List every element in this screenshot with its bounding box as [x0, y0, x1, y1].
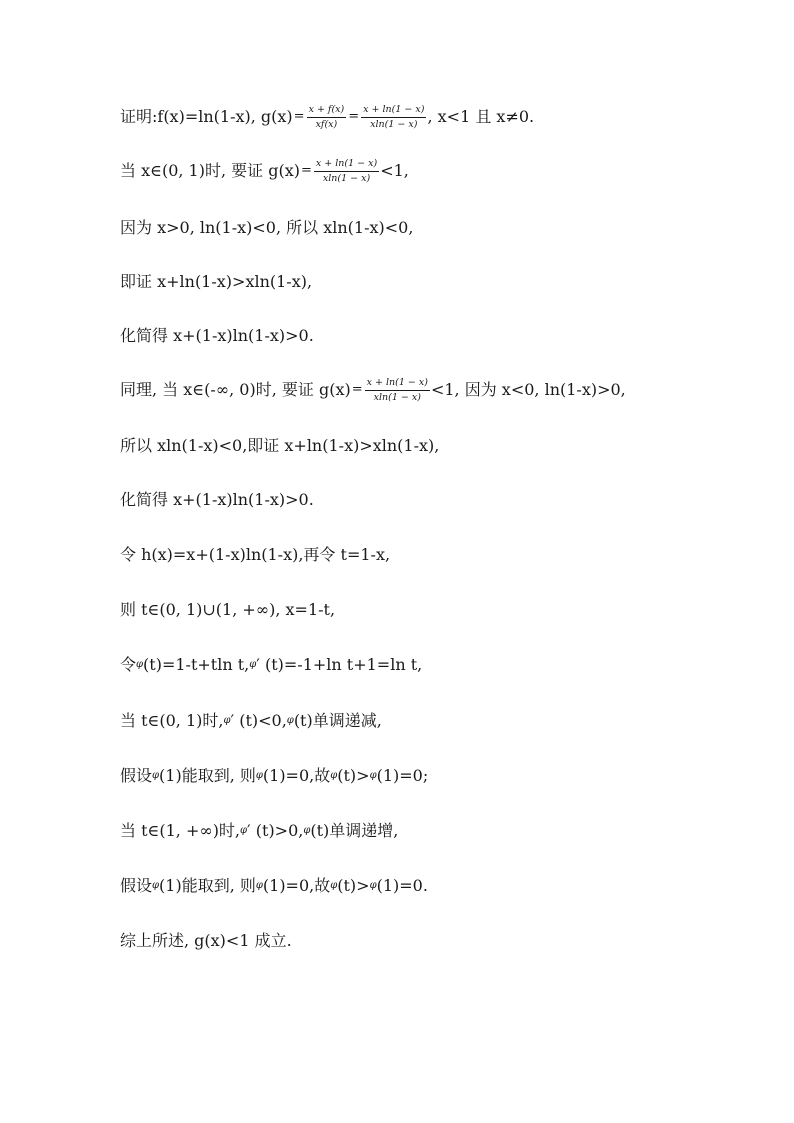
phi-symbol: φ — [369, 880, 377, 891]
line-text: 假设 — [120, 766, 153, 785]
line-text: (t)=1-t+tln t, — [143, 655, 250, 674]
proof-line-1 — [120, 102, 534, 132]
fraction-denominator: xln(1 − x) — [322, 172, 371, 184]
fraction — [365, 378, 430, 402]
proof-line-3 — [120, 213, 413, 243]
phi-symbol: φ — [240, 825, 248, 836]
line-text: (t)> — [337, 766, 370, 785]
line-text: <1, 因为 x<0, ln(1-x)>0, — [430, 380, 626, 399]
line-text: (1)=0,故 — [262, 876, 331, 895]
fraction-numerator: x + ln(1 − x) — [361, 105, 426, 118]
fraction-numerator: x + ln(1 − x) — [314, 159, 379, 172]
phi-symbol: φ — [249, 659, 257, 670]
phi-symbol: φ — [330, 880, 338, 891]
line-text: 假设 — [120, 876, 153, 895]
equals-sign: = — [300, 163, 312, 178]
line-text: 当 t∈(1, +∞)时, — [120, 821, 241, 840]
line-text: 综上所述, g(x)<1 成立. — [120, 931, 292, 950]
line-text: (t)> — [337, 876, 370, 895]
line-text: 证明:f(x)=ln(1-x), g(x) — [120, 107, 293, 126]
line-text: (t)单调递增, — [310, 821, 399, 840]
fraction-numerator: x + f(x) — [307, 105, 347, 118]
proof-line-16 — [120, 926, 292, 956]
proof-line-5 — [120, 321, 314, 351]
proof-line-7 — [120, 431, 439, 461]
proof-line-2 — [120, 156, 409, 186]
line-text: (1)能取到, 则 — [159, 876, 256, 895]
line-text: ′ (t)>0, — [247, 821, 304, 840]
line-text: 当 x∈(0, 1)时, 要证 g(x) — [120, 161, 300, 180]
proof-line-10 — [120, 595, 335, 625]
line-text: 化简得 x+(1-x)ln(1-x)>0. — [120, 326, 314, 345]
line-text: (1)能取到, 则 — [159, 766, 256, 785]
line-text: 同理, 当 x∈(-∞, 0)时, 要证 g(x) — [120, 380, 351, 399]
line-text: 即证 x+ln(1-x)>xln(1-x), — [120, 272, 313, 291]
phi-symbol: φ — [152, 880, 160, 891]
proof-line-11 — [120, 650, 422, 680]
proof-line-9 — [120, 540, 390, 570]
phi-symbol: φ — [330, 770, 338, 781]
equals-sign: = — [293, 109, 305, 124]
line-text: ′ (t)=-1+ln t+1=ln t, — [256, 655, 423, 674]
line-text: 令 h(x)=x+(1-x)ln(1-x),再令 t=1-x, — [120, 545, 391, 564]
line-text: 则 t∈(0, 1)∪(1, +∞), x=1-t, — [120, 600, 336, 619]
line-text: 化简得 x+(1-x)ln(1-x)>0. — [120, 490, 314, 509]
line-text: , x<1 且 x≠0. — [427, 107, 535, 126]
phi-symbol: φ — [136, 659, 144, 670]
line-text: <1, — [380, 161, 409, 180]
line-text: (1)=0; — [376, 766, 429, 785]
line-text: 当 t∈(0, 1)时, — [120, 711, 224, 730]
line-text: 所以 xln(1-x)<0,即证 x+ln(1-x)>xln(1-x), — [120, 436, 440, 455]
proof-line-14 — [120, 816, 398, 846]
proof-line-6 — [120, 375, 626, 405]
fraction-denominator: xln(1 − x) — [373, 391, 421, 403]
phi-symbol: φ — [255, 880, 263, 891]
line-text: (t)单调递减, — [293, 711, 382, 730]
fraction-denominator: xf(x) — [315, 118, 338, 130]
line-text: (1)=0. — [376, 876, 428, 895]
proof-line-13 — [120, 761, 428, 791]
equals-sign: = — [351, 382, 363, 397]
phi-symbol: φ — [303, 825, 311, 836]
proof-line-8 — [120, 485, 314, 515]
proof-line-4 — [120, 267, 312, 297]
line-text: ′ (t)<0, — [230, 711, 287, 730]
phi-symbol: φ — [152, 770, 160, 781]
fraction — [314, 159, 379, 183]
fraction — [307, 105, 347, 129]
proof-line-12 — [120, 706, 382, 736]
line-text: (1)=0,故 — [262, 766, 331, 785]
fraction — [361, 105, 426, 129]
phi-symbol: φ — [369, 770, 377, 781]
line-text: 因为 x>0, ln(1-x)<0, 所以 xln(1-x)<0, — [120, 218, 414, 237]
phi-symbol: φ — [286, 715, 294, 726]
phi-symbol: φ — [223, 715, 231, 726]
equals-sign: = — [348, 109, 360, 124]
fraction-numerator: x + ln(1 − x) — [365, 378, 430, 391]
phi-symbol: φ — [255, 770, 263, 781]
fraction-denominator: xln(1 − x) — [370, 118, 418, 130]
proof-line-15 — [120, 871, 428, 901]
line-text: 令 — [120, 655, 137, 674]
